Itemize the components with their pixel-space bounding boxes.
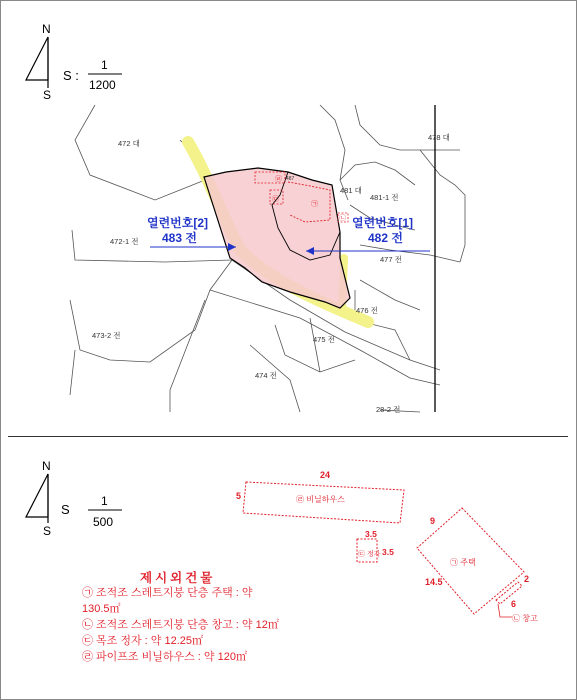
svg-text:㉡ 창고: ㉡ 창고 bbox=[512, 614, 538, 623]
compass-bottom bbox=[26, 459, 122, 538]
parcel-label: 481-1 전 bbox=[370, 193, 399, 202]
svg-text:14.5: 14.5 bbox=[425, 577, 443, 587]
svg-text:1: 1 bbox=[101, 494, 108, 508]
circle-mark: ㉡ bbox=[339, 215, 346, 222]
parcel-label: 487 bbox=[286, 176, 295, 182]
parcel-label: 28-2 전 bbox=[376, 405, 401, 414]
svg-text:3.5: 3.5 bbox=[382, 547, 394, 557]
parcel-label: 481 대 bbox=[340, 186, 362, 195]
parcel-label: 472-1 전 bbox=[110, 237, 139, 246]
svg-text:열련번호[2]: 열련번호[2] bbox=[147, 216, 209, 230]
svg-text:㉢ 정자: ㉢ 정자 bbox=[358, 551, 381, 558]
parcel-label: 478 대 bbox=[428, 133, 450, 142]
svg-text:3.5: 3.5 bbox=[365, 529, 377, 539]
legend-item: ㉢ 목조 정자 : 약 12.25㎡ bbox=[82, 635, 203, 647]
subject-parcel bbox=[204, 168, 350, 308]
circle-mark: ㉠ bbox=[311, 201, 318, 208]
parcel-label: 473-2 전 bbox=[92, 331, 121, 340]
compass-s-label: S bbox=[43, 88, 52, 102]
svg-text:N: N bbox=[42, 459, 51, 473]
circle-mark: ㉣ bbox=[275, 176, 282, 183]
svg-text:6: 6 bbox=[511, 599, 517, 609]
compass-arrow-icon bbox=[26, 474, 48, 517]
legend-item: ㉡ 조적조 스레트지붕 단층 창고 : 약 12㎡ bbox=[82, 619, 279, 631]
parcel-label: 476 전 bbox=[356, 306, 378, 315]
parcel-label: 475 전 bbox=[313, 335, 335, 344]
svg-text:500: 500 bbox=[93, 515, 114, 529]
legend-item: 130.5㎡ bbox=[82, 603, 121, 615]
svg-text:24: 24 bbox=[320, 470, 331, 480]
svg-text:9: 9 bbox=[430, 516, 436, 526]
svg-text:㉣ 비닐하우스: ㉣ 비닐하우스 bbox=[296, 495, 345, 504]
svg-text:5: 5 bbox=[236, 491, 242, 501]
parcel-label: 477 전 bbox=[380, 255, 402, 264]
svg-text:㉠ 주택: ㉠ 주택 bbox=[450, 558, 476, 567]
compass-n-label: N bbox=[42, 22, 51, 36]
building-storage bbox=[496, 582, 538, 623]
legend-item: ㉣ 파이프조 비닐하우스 : 약 120㎡ bbox=[82, 651, 247, 663]
legend-title: 제시외건물 bbox=[140, 570, 216, 585]
svg-text:483 전: 483 전 bbox=[162, 231, 197, 245]
parcel-label: 472 대 bbox=[118, 139, 140, 148]
compass-top bbox=[26, 22, 122, 102]
scale-numerator: 1 bbox=[101, 58, 108, 72]
svg-text:2: 2 bbox=[524, 574, 530, 584]
building-greenhouse bbox=[236, 470, 404, 523]
scale-label: S : bbox=[63, 68, 79, 83]
compass-arrow-icon bbox=[26, 37, 48, 80]
parcel-label: 474 전 bbox=[255, 371, 277, 380]
svg-text:S: S bbox=[61, 502, 70, 517]
scale-denominator: 1200 bbox=[89, 78, 116, 92]
building-pavilion bbox=[357, 529, 394, 562]
legend-item: ㉠ 조적조 스레트지붕 단층 주택 : 약 bbox=[82, 587, 253, 599]
svg-text:열련번호[1]: 열련번호[1] bbox=[352, 216, 414, 230]
svg-text:S: S bbox=[43, 524, 52, 538]
svg-text:482 전: 482 전 bbox=[368, 231, 403, 245]
circle-mark: ㉢ bbox=[272, 196, 279, 203]
